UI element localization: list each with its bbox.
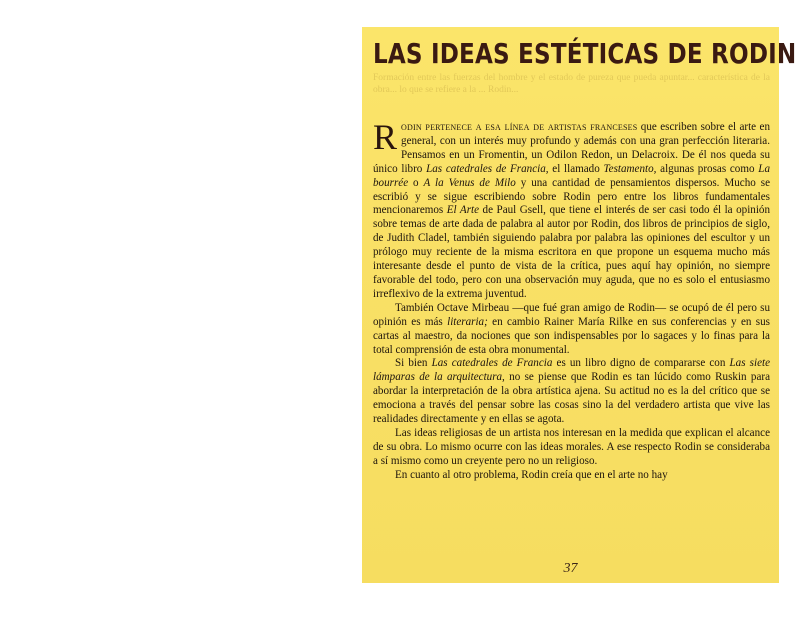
paragraph-5: En cuanto al otro problema, Rodin creía que en el arte no hay — [395, 468, 668, 481]
lead-in: odin pertenece a esa línea de artistas franceses — [401, 121, 638, 133]
page-title: LAS IDEAS ESTÉTICAS DE RODIN — [373, 38, 797, 70]
paragraph-2: También Octave Mirbeau —que fué gran amigo de Rodin— se ocupó de él pero su opinión es más literaria; en cambio Rainer María Rilke en sus conferencias y en sus cartas al maestro, da nociones que son indispensables por lo sagaces y lo finas para la total comprensión de esta obra monumental. — [373, 301, 770, 356]
body-text — [373, 117, 770, 483]
paragraph-1: Rodin pertenece a esa línea de artistas franceses que escriben sobre el arte en general, con un interés muy profundo y además con una gran perfección literaria. Pensamos en un Fromentin, un Odilon Redon, un Delacroix. De él nos queda su único libro Las catedrales de Francia, el llamado Testamento, algunas prosas como La bourrée o A la Venus de Milo y una cantidad de pensamientos dispersos. Mucho se escribió y se sigue escribiendo sobre Rodin pero entre los libros fundamentales mencionaremos El Arte de Paul Gsell, que tiene el interés de ser casi todo él la opinión sobre temas de arte dada de palabra al autor por Rodin, dos libros de principios de siglo, de Judith Cladel, también siguiendo palabra por palabra las opiniones del escultor y un prólogo muy reciente de la misma escritora en que propone un esquema mucho más interesante desde el punto de vista de la crítica, pues aquí hay opinión, no siempre favorable del todo, pero con una observación muy aguda, que no es solo el entusiasmo irreflexivo de la extrema juventud. — [373, 117, 770, 300]
bleed-through-text: Formación entre las fuerzas del hombre y el estado de pureza que pueda apuntar... característica de la obra... lo que se refiere a la ... Rodin... — [373, 73, 770, 95]
book-page — [362, 27, 797, 583]
page-number: 37 — [563, 561, 578, 576]
drop-cap: R — [373, 117, 398, 157]
paragraph-4: Las ideas religiosas de un artista nos interesan en la medida que explican el alcance de su obra. Lo mismo ocurre con las ideas morales. A ese respecto Rodin se consideraba a sí mismo como un creyente pero no un religioso. — [373, 426, 770, 467]
paragraph-3: Si bien Las catedrales de Francia es un libro digno de compararse con Las siete lámparas de la arquitectura, no se piense que Rodin es tan lúcido como Ruskin para abordar la interpretación de la obra artística ajena. Su actitud no es la del crítico que se emociona a través del pensar sobre las cosas sino la del verdadero artista que vive las realidades directamente y en ellas se agota. — [373, 357, 770, 426]
